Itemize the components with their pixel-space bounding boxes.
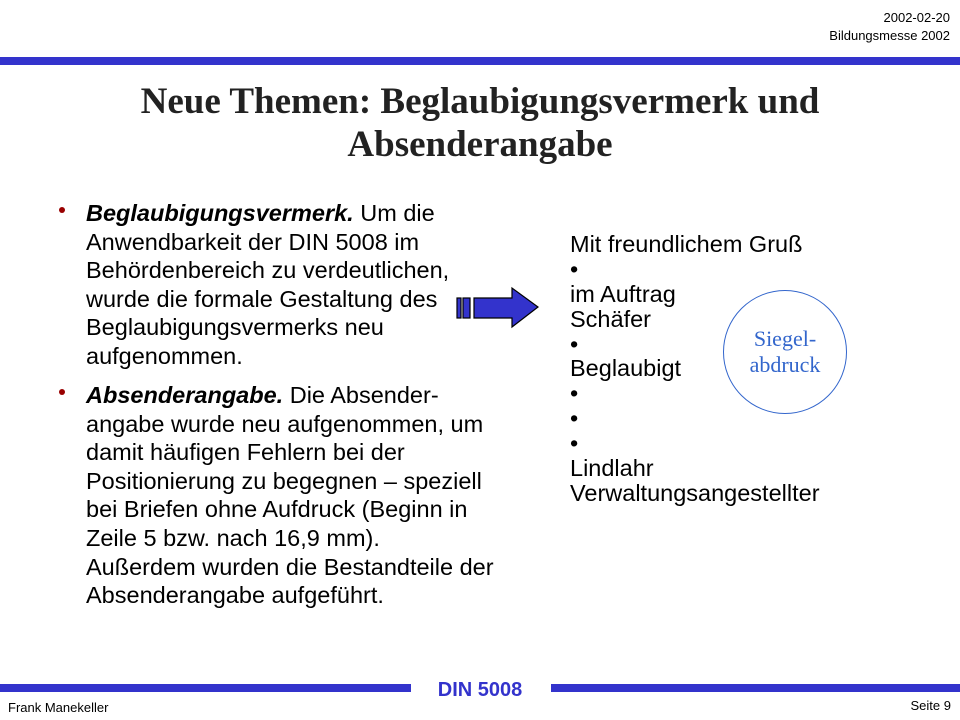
- blank-line-marker: •: [570, 430, 579, 457]
- bullet-line: aufgenommen.: [86, 342, 243, 369]
- slide-title: Neue Themen: Beglaubigungsvermerk und Absenderangabe: [140, 81, 820, 165]
- bullet-line: damit häufigen Fehlern bei der: [86, 439, 405, 466]
- seal-placeholder-circle: [723, 290, 847, 414]
- blank-line-marker: •: [570, 405, 579, 432]
- arrow-body: [474, 288, 538, 327]
- arrow-stripe: [457, 298, 461, 318]
- blank-line-marker: •: [570, 330, 579, 357]
- bullet-text: Um die: [360, 200, 435, 226]
- bullet-term: Beglaubigungsvermerk.: [86, 200, 354, 226]
- closing-line: Mit freundlichem Gruß: [570, 231, 803, 257]
- bullet-item-beglaubigungsvermerk: [86, 199, 449, 371]
- bullet-line: bei Briefen ohne Aufdruck (Beginn in: [86, 496, 468, 523]
- top-divider-bar: [0, 57, 960, 65]
- striped-right-arrow-icon: [455, 286, 541, 330]
- bottom-divider-bar-right: [551, 684, 960, 692]
- bullet-line: [86, 199, 449, 228]
- closing-line: im Auftrag: [570, 280, 676, 307]
- bullet-item-absenderangabe: [86, 381, 494, 610]
- bullet-line: Behördenbereich zu verdeutlichen,: [86, 257, 450, 284]
- bottom-divider-bar-left: [0, 684, 411, 692]
- bullet-line: Absenderangabe aufgeführt.: [86, 582, 384, 609]
- footer-page-number: Seite 9: [910, 698, 951, 713]
- bullet-line: Außerdem wurden die Bestandteile der: [86, 553, 494, 580]
- blank-line-marker: •: [570, 380, 579, 407]
- footer-topic: DIN 5008: [437, 679, 523, 701]
- arrow-stripe: [463, 298, 470, 318]
- bullet-text: Die Absender-: [289, 382, 439, 408]
- bullet-line: Anwendbarkeit der DIN 5008 im: [86, 228, 420, 255]
- bullet-line: angabe wurde neu aufgenommen, um: [86, 410, 484, 437]
- bullet-marker: [59, 389, 65, 395]
- bullet-term: Absenderangabe.: [86, 382, 284, 408]
- bullet-line: Positionierung zu begegnen – speziell: [86, 467, 482, 494]
- footer-author: Frank Manekeller: [8, 700, 109, 715]
- blank-line-marker: •: [570, 255, 579, 282]
- bullet-line: Zeile 5 bzw. nach 16,9 mm).: [86, 524, 380, 551]
- bullet-line: [86, 381, 494, 410]
- seal-label-line: abdruck: [749, 352, 821, 377]
- closing-line: Beglaubigt: [570, 355, 682, 382]
- closing-line: Schäfer: [570, 305, 651, 332]
- closing-line: Lindlahr: [570, 455, 654, 482]
- header-date: 2002-02-20: [883, 10, 950, 25]
- bullet-marker: [59, 207, 65, 213]
- seal-label-line: Siegel-: [753, 326, 817, 351]
- bullet-line: wurde die formale Gestaltung des: [86, 285, 438, 312]
- header-event: Bildungsmesse 2002: [829, 28, 950, 43]
- bullet-line: Beglaubigungsvermerks neu: [86, 314, 384, 341]
- closing-line: Verwaltungsangestellter: [570, 479, 820, 506]
